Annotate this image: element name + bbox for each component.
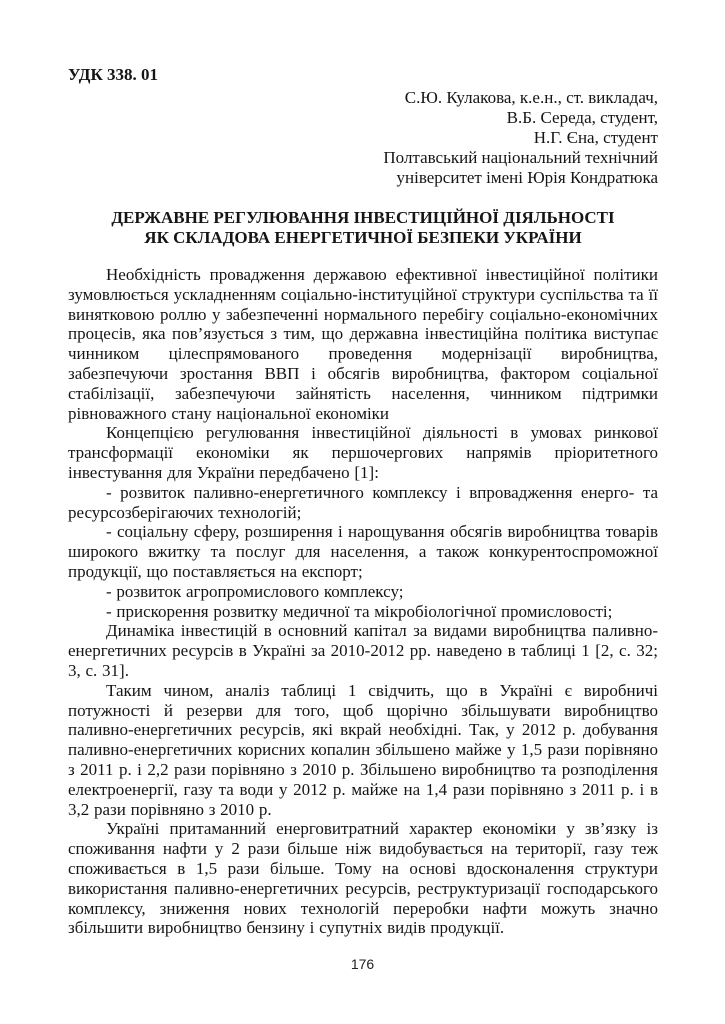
author-line: Полтавський національний технічний: [383, 148, 658, 167]
author-line: університет імені Юрія Кондратюка: [396, 168, 658, 187]
author-line: В.Б. Середа, студент,: [506, 108, 658, 127]
body-paragraph: Динаміка інвестицій в основний капітал за видами виробництва паливно-енергетичних ресурсів в Україні за 2010-2012 рр. наведено в таблиці 1 [2, с. 32; 3, с. 31].: [68, 621, 658, 680]
body-paragraph: Україні притаманний енерговитратний характер економіки у зв’язку із споживання нафти у 2 рази більше ніж видобувається на території, газу теж споживається в 1,5 рази більше. Тому на основі вдосконалення структури використання паливно-енергетичних ресурсів, реструктуризації господарського комплексу, зниження нових технологій переробки нафти можуть значно збільшити виробництво бензину і супутніх видів продукції.: [68, 819, 658, 938]
body-paragraph: - розвиток агропромислового комплексу;: [106, 581, 404, 601]
udc-code: УДК 338. 01: [68, 65, 159, 84]
author-line: Н.Г. Єна, студент: [533, 128, 658, 147]
article-title: [68, 208, 658, 248]
body-paragraph: - соціальну сферу, розширення і нарощування обсягів виробництва товарів широкого вжитку та послуг для населення, а також конкурентоспроможної продукції, що поставляється на експорт;: [68, 522, 658, 581]
page-number: 176: [350, 956, 375, 972]
body-paragraph: Таким чином, аналіз таблиці 1 свідчить, що в Україні є виробничі потужності й резерви для того, щоб щорічно збільшувати виробництво паливно-енергетичних ресурсів, які вкрай необхідні. Так, у 2012 р. добування паливно-енергетичних корисних копалин збільшено майже у 1,5 рази порівняно з 2011 р. і 2,2 рази порівняно з 2010 р. Збільшено виробництво та розподілення електроенергії, газу та води у 2012 р. майже на 1,4 рази порівняно з 2011 р. і в 3,2 рази порівняно з 2010 р.: [68, 680, 658, 819]
body-paragraph: Концепцією регулювання інвестиційної діяльності в умовах ринкової трансформації економіки як першочергових напрямів пріоритетного інвестування для України передбачено [1]:: [68, 423, 658, 482]
article-title-line: ЯК СКЛАДОВА ЕНЕРГЕТИЧНОЇ БЕЗПЕКИ УКРАЇНИ: [144, 228, 582, 247]
article-body: [68, 265, 658, 938]
author-line: С.Ю. Кулакова, к.е.н., ст. викладач,: [404, 88, 658, 107]
article-title-line: ДЕРЖАВНЕ РЕГУЛЮВАННЯ ІНВЕСТИЦІЙНОЇ ДІЯЛЬНОСТІ: [111, 208, 615, 227]
body-paragraph: - прискорення розвитку медичної та мікробіологічної промисловості;: [106, 601, 613, 621]
author-block: [68, 88, 658, 188]
body-paragraph: - розвиток паливно-енергетичного комплексу і впровадження енерго- та ресурсозберігаючих технологій;: [68, 482, 658, 522]
body-paragraph: Необхідність провадження державою ефективної інвестиційної політики зумовлюється ускладненням соціально-інституційної структури суспільства та її винятковою роллю у забезпеченні нормального перебігу соціально-економічних процесів, яка пов’язується з тим, що державна інвестиційна політика виступає чинником цілеспрямованого проведення модернізації виробництва, забезпечуючи зростання ВВП і обсягів виробництва, фактором соціальної стабілізації, забезпечуючи зайнятість населення, чинником підтримки рівноважного стану національної економіки: [68, 265, 658, 423]
